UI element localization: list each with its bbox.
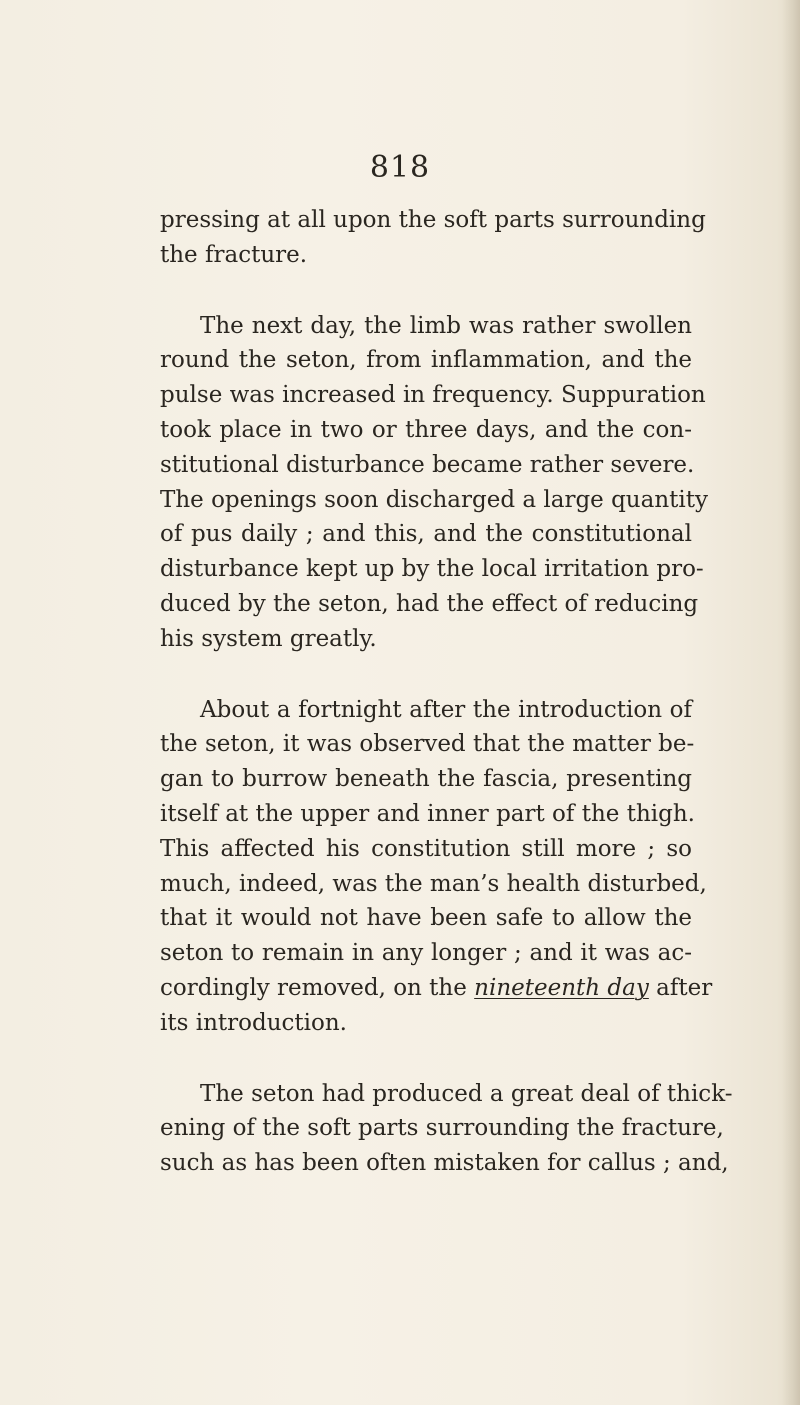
text-line: took place in two or three days, and the con- (160, 416, 692, 443)
text-line: About a fortnight after the introduction of (200, 696, 692, 723)
paragraph-4 (160, 1077, 733, 1181)
text-line: The next day, the limb was rather swollen (200, 312, 692, 339)
text-line: This affected his constitution still more ; so (160, 835, 692, 862)
text-line: of pus daily ; and this, and the constitutional (160, 521, 692, 548)
paragraph-1 (160, 203, 706, 273)
text-line: such as has been often mistaken for callus ; and, (160, 1150, 729, 1177)
text-line: that it would not have been safe to allow the (160, 905, 692, 932)
text-line: pulse was increased in frequency. Suppuration (160, 382, 706, 409)
text-line: The seton had produced a great deal of thick- (200, 1080, 733, 1107)
text-line: itself at the upper and inner part of the thigh. (160, 800, 695, 827)
paragraph-2 (160, 309, 708, 657)
text-line: his system greatly. (160, 625, 377, 652)
text-line: disturbance kept up by the local irritation pro- (160, 556, 704, 583)
text-line: stitutional disturbance became rather severe. (160, 451, 695, 478)
text-line: the fracture. (160, 241, 308, 268)
body-text (160, 203, 733, 1181)
text-line: the seton, it was observed that the matter be- (160, 731, 695, 758)
emphasized-text: nineteenth day (474, 974, 649, 1001)
paragraph-3 (160, 693, 713, 1041)
text-line: pressing at all upon the soft parts surrounding (160, 207, 706, 233)
text-line: much, indeed, was the man’s health disturbed, (160, 870, 707, 897)
text-line: duced by the seton, had the effect of reducing (160, 590, 699, 617)
text-line: round the seton, from inflammation, and the (160, 347, 692, 374)
page-number: 818 (369, 150, 431, 185)
text-segment: cordingly removed, on the (160, 974, 475, 1001)
text-line: The openings soon discharged a large quantity (160, 486, 708, 513)
text-line-with-emphasis (160, 971, 713, 1006)
text-segment: after (648, 974, 713, 1001)
text-line: its introduction. (160, 1009, 347, 1036)
text-line: seton to remain in any longer ; and it was ac- (160, 940, 692, 967)
page-edge-shadow (782, 0, 800, 1405)
text-line: ening of the soft parts surrounding the fracture, (160, 1115, 724, 1142)
text-line: gan to burrow beneath the fascia, presenting (160, 766, 692, 793)
